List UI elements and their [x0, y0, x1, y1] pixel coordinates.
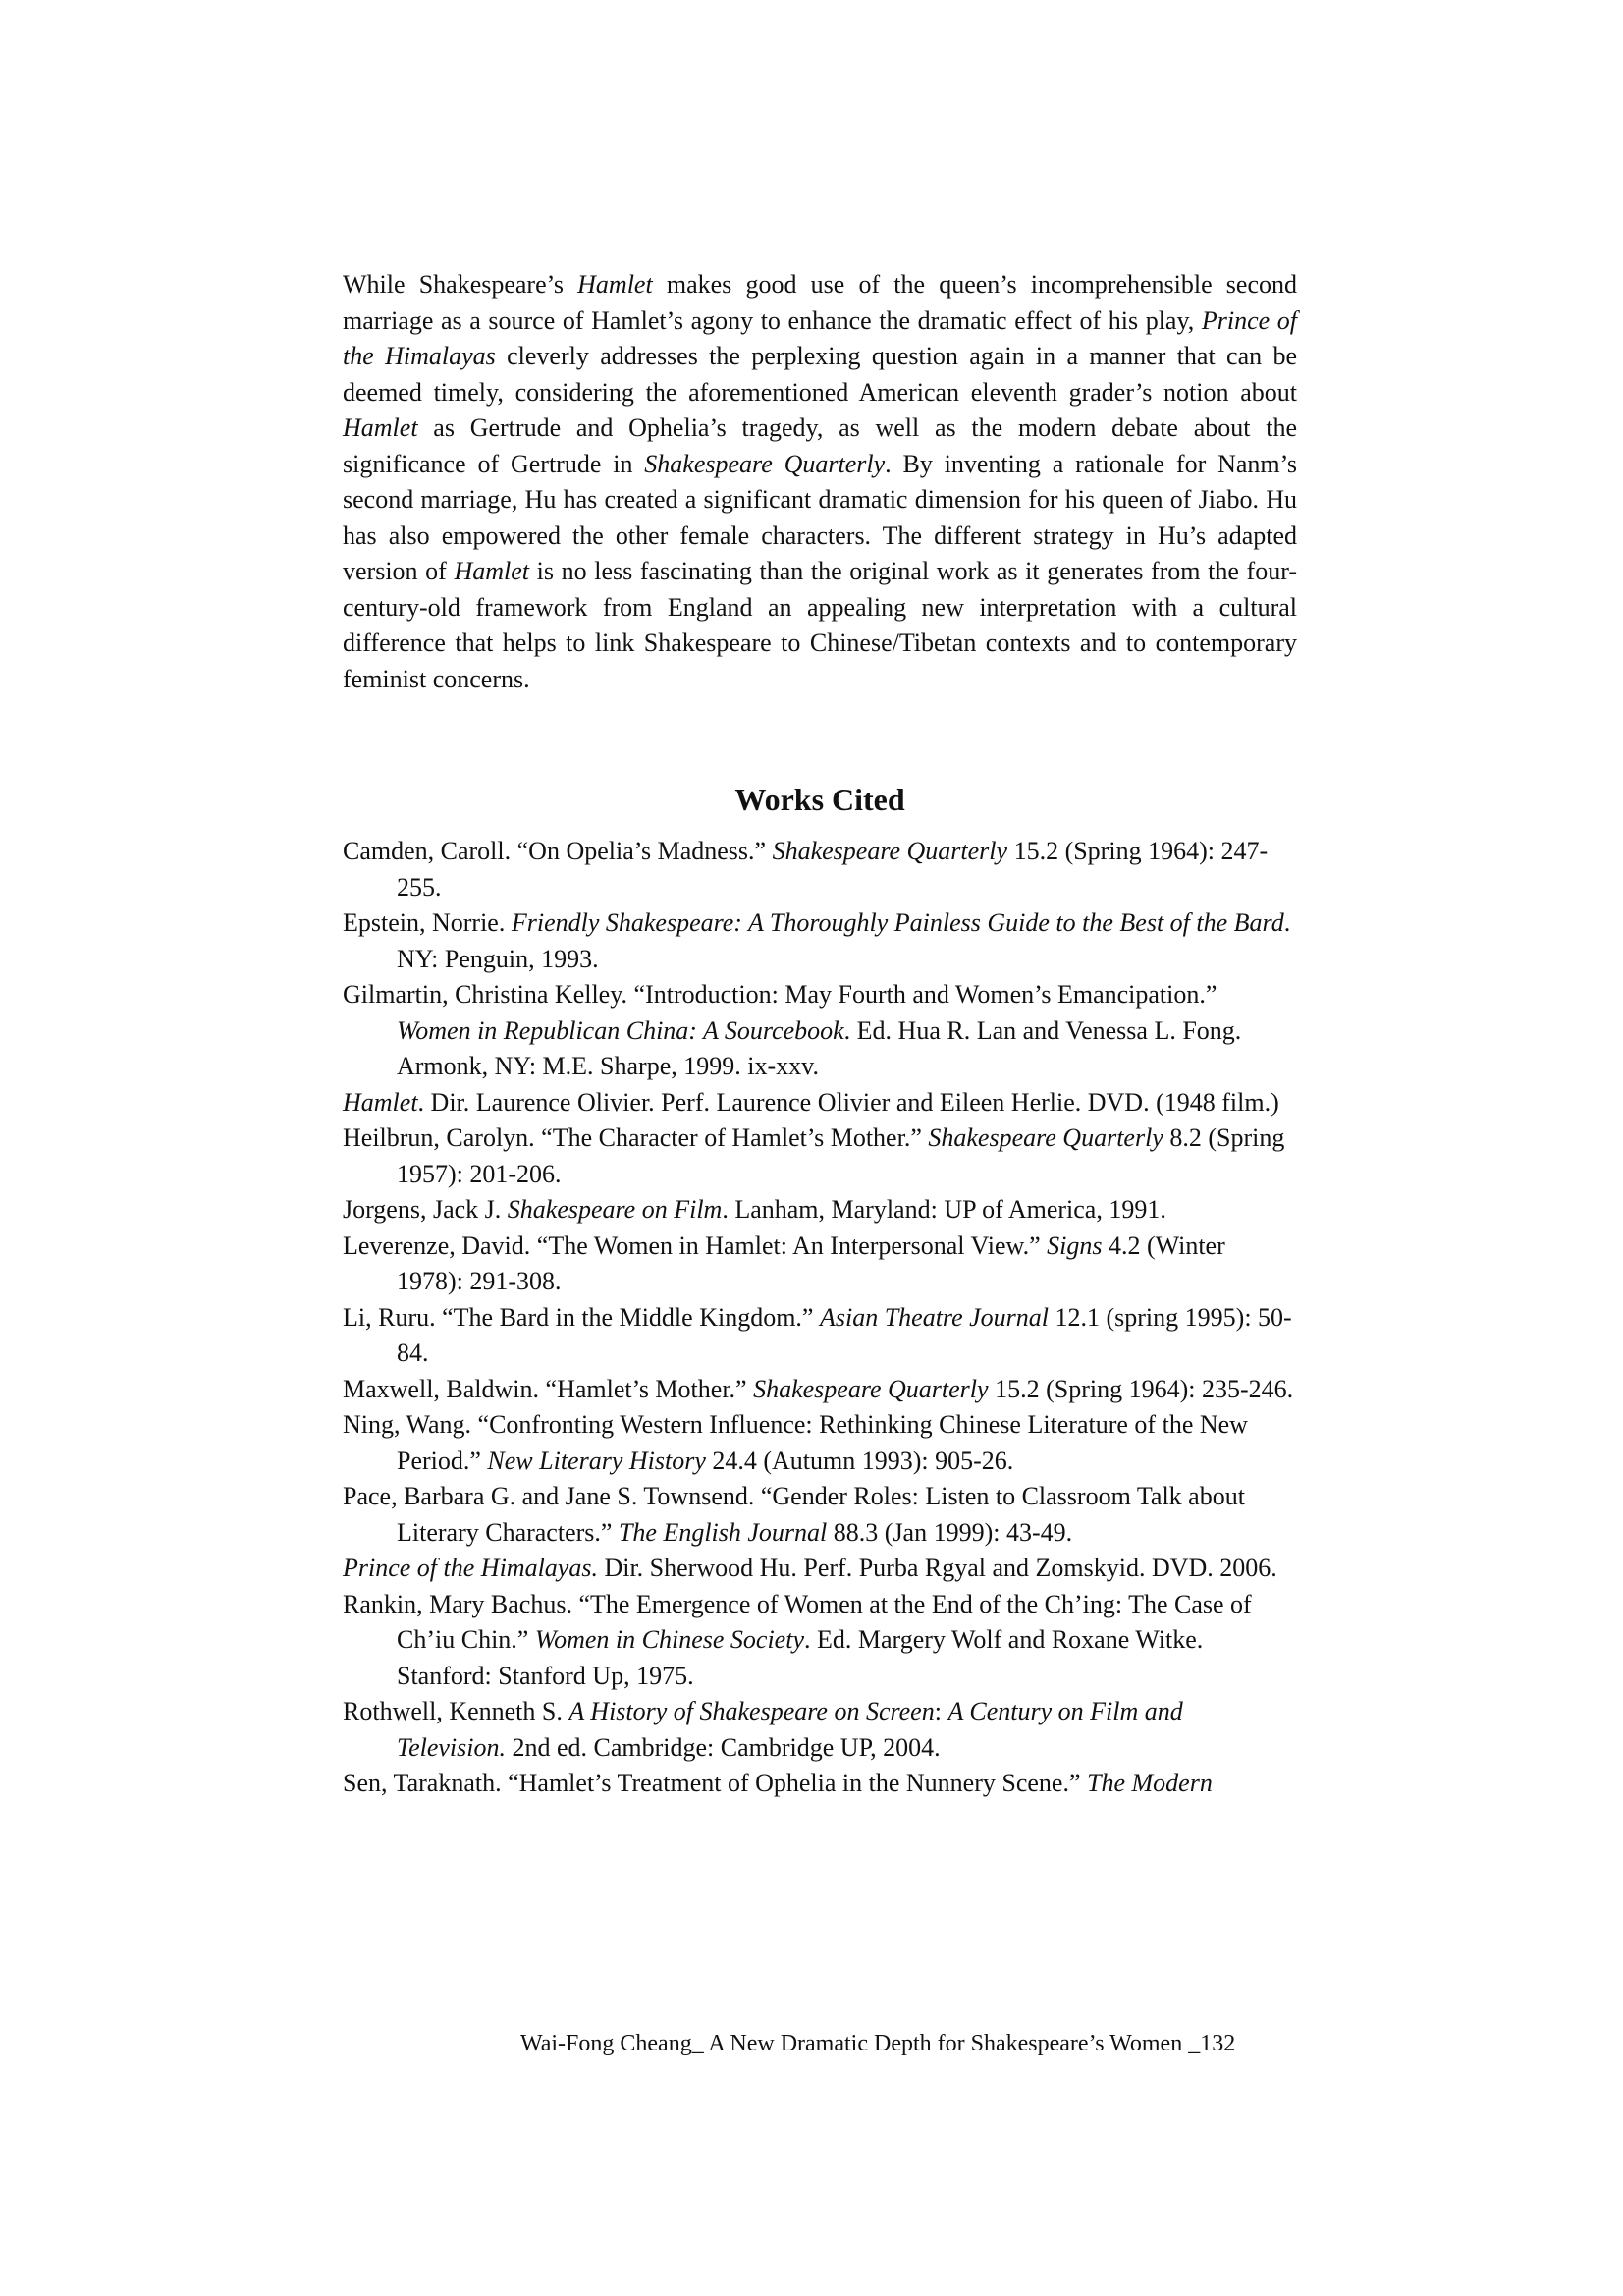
italic-title: Hamlet — [343, 1087, 418, 1117]
references-list — [343, 834, 1297, 1802]
italic-title: Shakespeare on Film — [507, 1195, 723, 1224]
works-cited-heading: Works Cited — [734, 782, 905, 817]
italic-title: Asian Theatre Journal — [819, 1302, 1049, 1332]
text-run: 12.1 (spring 1995): 50-84. — [397, 1302, 1292, 1367]
text-run: Camden, Caroll. “On Opelia’s Madness.” — [343, 837, 773, 865]
reference-entry — [343, 905, 1297, 977]
text-run: Ning, Wang. “Confronting Western Influence: Rethinking Chinese Literature of the New Period.” — [343, 1410, 1248, 1475]
text-run: 4.2 (Winter 1978): 291-308. — [397, 1230, 1225, 1295]
text-run: Jorgens, Jack J. — [343, 1195, 508, 1224]
text-run: While Shakespeare’s — [343, 270, 578, 299]
italic-title: The Modern — [1087, 1769, 1213, 1797]
text-run: . Lanham, Maryland: UP of America, 1991. — [722, 1195, 1166, 1224]
text-run: . NY: Penguin, 1993. — [397, 908, 1291, 973]
reference-entry — [343, 1479, 1297, 1551]
italic-title: Hamlet — [343, 413, 418, 442]
text-run: makes good use of the queen’s incomprehensible second marriage as a source of Hamlet’s agony to enhance the dramatic effect of his play, — [343, 270, 1298, 335]
italic-title: Shakespeare Quarterly — [928, 1123, 1163, 1152]
italic-title: The English Journal — [618, 1517, 828, 1547]
text-run: as Gertrude and Ophelia’s tragedy, as well as the modern debate about the significance of Gertrude in — [343, 413, 1297, 478]
italic-title: Friendly Shakespeare: A Thoroughly Painless Guide to the Best of the Bard — [511, 908, 1284, 937]
italic-title: Women in Republican China: A Sourcebook — [397, 1015, 844, 1045]
page-footer: Wai-Fong Cheang_ A New Dramatic Depth for Shakespeare’s Women _132 — [520, 2031, 1236, 2056]
reference-entry — [343, 834, 1297, 905]
italic-title: Signs — [1047, 1230, 1103, 1260]
text-run: Gilmartin, Christina Kelley. “Introduction: May Fourth and Women’s Emancipation.” — [343, 980, 1217, 1009]
italic-title: A Century on Film and Television. — [397, 1697, 1183, 1762]
italic-title: New Literary History — [487, 1446, 706, 1475]
text-run: 2nd ed. Cambridge: Cambridge UP, 2004. — [505, 1732, 941, 1762]
text-run: 15.2 (Spring 1964): 247-255. — [397, 837, 1269, 902]
text-run: is no less fascinating than the original work as it generates from the four-century-old framework from England an appealing new interpretation with a cultural difference that helps to link Shakespeare to Chinese/Tibetan contexts and to contemporary feminist concerns. — [343, 557, 1297, 693]
italic-title: Shakespeare Quarterly — [772, 837, 1008, 865]
text-run: . Ed. Margery Wolf and Roxane Witke. Stanford: Stanford Up, 1975. — [397, 1625, 1204, 1690]
reference-entry — [343, 1551, 1297, 1587]
reference-entry — [343, 1085, 1297, 1121]
body-paragraph — [343, 267, 1297, 697]
text-run: . Dir. Laurence Olivier. Perf. Laurence Olivier and Eileen Herlie. DVD. (1948 film.) — [417, 1087, 1279, 1117]
text-run: . Ed. Hua R. Lan and Venessa L. Fong. Armonk, NY: M.E. Sharpe, 1999. ix-xxv. — [397, 1015, 1242, 1080]
text-run: : — [934, 1697, 948, 1725]
reference-entry — [343, 1694, 1297, 1766]
italic-title: Shakespeare Quarterly — [753, 1374, 989, 1403]
text-run: cleverly addresses the perplexing question again in a manner that can be deemed timely, considering the aforementioned American eleventh grader’s notion about — [343, 342, 1297, 407]
text-run: Li, Ruru. “The Bard in the Middle Kingdom.” — [343, 1302, 820, 1332]
reference-entry — [343, 1766, 1297, 1802]
reference-entry — [343, 977, 1297, 1085]
text-run: 15.2 (Spring 1964): 235-246. — [988, 1374, 1294, 1403]
reference-entry — [343, 1300, 1297, 1372]
text-run: 24.4 (Autumn 1993): 905-26. — [705, 1446, 1014, 1475]
text-run: 88.3 (Jan 1999): 43-49. — [827, 1517, 1073, 1547]
italic-title: Prince of the Himalayas — [343, 305, 1298, 370]
italic-title: Prince of the Himalayas. — [343, 1554, 598, 1582]
reference-entry — [343, 1121, 1297, 1192]
page-content — [343, 267, 1297, 1802]
text-run: . By inventing a rationale for Nanm’s second marriage, Hu has created a significant dramatic dimension for his queen of Jiabo. Hu has also empowered the other female characters. The different strategy in Hu’s adapted version of — [343, 449, 1297, 585]
text-run: Epstein, Norrie. — [343, 908, 512, 937]
reference-entry — [343, 1407, 1297, 1479]
italic-title: Women in Chinese Society — [534, 1625, 804, 1654]
text-run: Maxwell, Baldwin. “Hamlet’s Mother.” — [343, 1374, 754, 1403]
text-run: Dir. Sherwood Hu. Perf. Purba Rgyal and Zomskyid. DVD. 2006. — [597, 1554, 1277, 1582]
reference-entry — [343, 1587, 1297, 1695]
text-run: Rothwell, Kenneth S. — [343, 1697, 569, 1725]
text-run: Rankin, Mary Bachus. “The Emergence of Women at the End of the Ch’ing: The Case of Ch’iu Chin.” — [343, 1589, 1252, 1654]
text-run: Pace, Barbara G. and Jane S. Townsend. “Gender Roles: Listen to Classroom Talk about Literary Characters.” — [343, 1482, 1245, 1547]
italic-title: Hamlet — [577, 270, 653, 299]
italic-title: A History of Shakespeare on Screen — [568, 1697, 935, 1725]
reference-entry — [343, 1229, 1297, 1300]
italic-title: Shakespeare Quarterly — [644, 449, 886, 478]
reference-entry — [343, 1192, 1297, 1229]
text-run: Sen, Taraknath. “Hamlet’s Treatment of Ophelia in the Nunnery Scene.” — [343, 1769, 1087, 1797]
text-run: Heilbrun, Carolyn. “The Character of Hamlet’s Mother.” — [343, 1123, 929, 1152]
text-run: 8.2 (Spring 1957): 201-206. — [397, 1123, 1285, 1188]
reference-entry — [343, 1372, 1297, 1408]
italic-title: Hamlet — [454, 557, 529, 585]
text-run: Leverenze, David. “The Women in Hamlet: An Interpersonal View.” — [343, 1230, 1048, 1260]
